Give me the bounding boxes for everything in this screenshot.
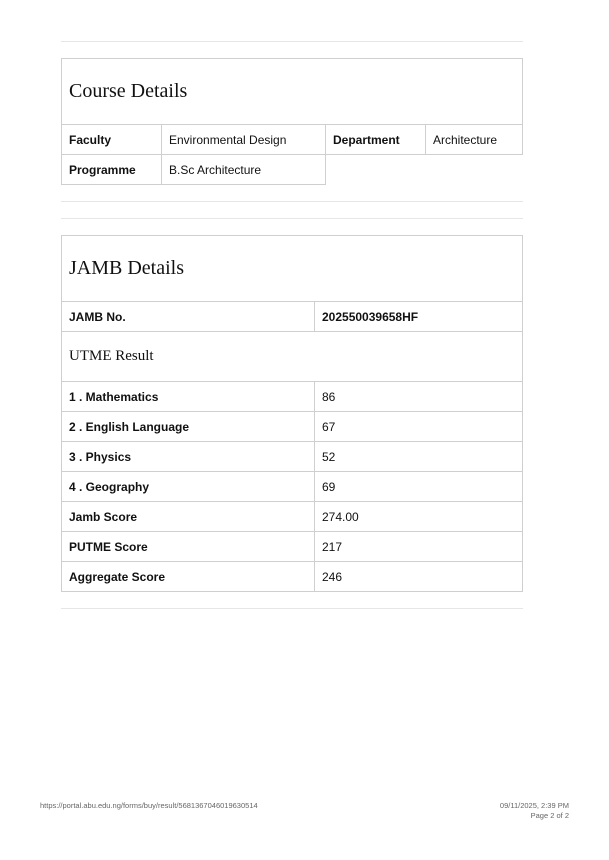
utme-result-heading: UTME Result <box>62 332 522 382</box>
subject-value: 86 <box>322 389 336 404</box>
score-value: 274.00 <box>322 509 359 524</box>
subject-value: 52 <box>322 449 336 464</box>
jamb-no-label: JAMB No. <box>62 302 315 331</box>
table-row <box>62 412 522 442</box>
score-label: Jamb Score <box>62 502 315 531</box>
jamb-details-title: JAMB Details <box>62 236 522 302</box>
divider-bottom <box>61 608 523 609</box>
course-row-faculty-department <box>62 125 522 155</box>
subject-label: 4 . Geography <box>62 472 315 501</box>
table-row <box>62 382 522 412</box>
jamb-no-value: 202550039658HF <box>322 309 419 324</box>
footer-page-number: Page 2 of 2 <box>530 811 569 820</box>
footer-datetime: 09/11/2025, 2:39 PM <box>499 801 569 810</box>
table-row <box>62 442 522 472</box>
subject-value: 69 <box>322 479 336 494</box>
programme-label: Programme <box>62 155 162 185</box>
footer-url: https://portal.abu.edu.ng/forms/buy/result/5681367046019630514 <box>40 801 258 810</box>
table-row <box>62 532 522 562</box>
department-label: Department <box>326 125 426 154</box>
table-row <box>62 502 522 532</box>
programme-value: B.Sc Architecture <box>162 155 326 185</box>
jamb-details-panel <box>61 235 523 592</box>
department-value: Architecture <box>433 132 498 147</box>
score-value: 217 <box>322 539 343 554</box>
table-row <box>62 472 522 502</box>
divider-mid-2 <box>61 218 523 219</box>
divider-top <box>61 41 523 42</box>
table-row <box>62 562 522 591</box>
faculty-value: Environmental Design <box>162 125 326 154</box>
jamb-no-row <box>62 302 522 332</box>
subject-value: 67 <box>322 419 336 434</box>
course-panel-blank-area <box>326 155 524 186</box>
subject-label: 2 . English Language <box>62 412 315 441</box>
score-label: Aggregate Score <box>62 562 315 591</box>
faculty-label: Faculty <box>62 125 162 154</box>
subject-label: 3 . Physics <box>62 442 315 471</box>
footer-meta <box>500 801 569 821</box>
course-details-title: Course Details <box>62 59 522 125</box>
subject-label: 1 . Mathematics <box>62 382 315 411</box>
score-value: 246 <box>322 569 343 584</box>
score-label: PUTME Score <box>62 532 315 561</box>
divider-mid-1 <box>61 201 523 202</box>
